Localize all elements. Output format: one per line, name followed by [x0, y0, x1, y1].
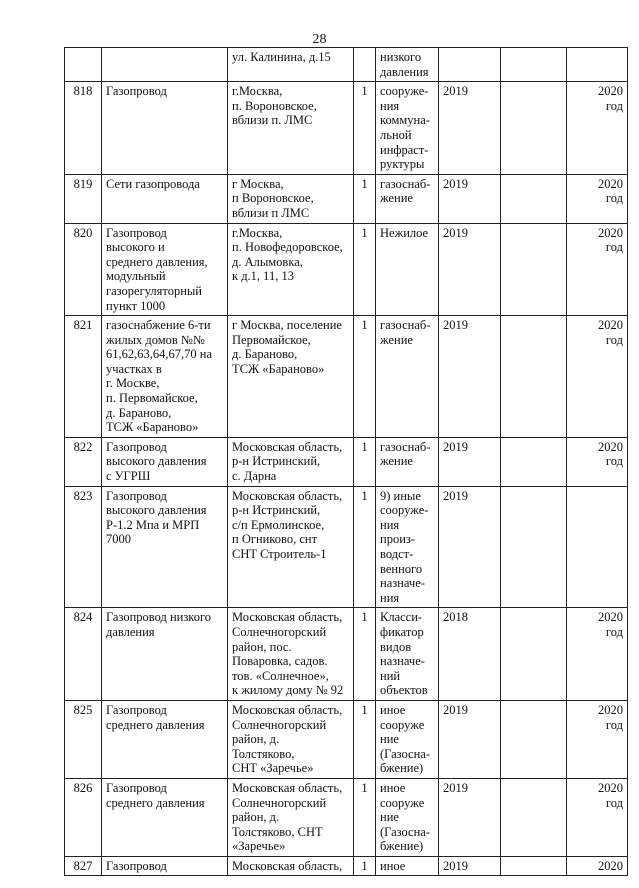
period-cell-line: 2020: [598, 780, 623, 795]
address-cell-line: Первомайское,: [232, 332, 311, 347]
address-cell-line: д. Бараново,: [232, 347, 298, 362]
table-row: [65, 223, 628, 316]
address-cell-line: р-н Истринский,: [232, 503, 321, 518]
count-cell: 1: [354, 82, 376, 175]
table-row: [65, 48, 628, 82]
period-cell-line: 2020: [598, 858, 623, 873]
object-type-cell-line: иное: [380, 780, 406, 795]
address-cell-line: п. Вороновское,: [232, 98, 317, 113]
object-name-cell-line: Газопровод низкого: [106, 610, 212, 625]
object-name-cell-line: жилых домов №№: [106, 332, 205, 347]
empty-cell: [501, 48, 567, 82]
object-type-cell-line: ния: [380, 517, 400, 532]
empty-cell: [501, 856, 567, 876]
address-cell: [228, 856, 354, 876]
year-cell: 2019: [439, 486, 501, 608]
object-name-cell-line: модульный: [106, 269, 166, 284]
object-name-cell-line: среднего давления,: [106, 254, 208, 269]
year-cell: 2019: [439, 700, 501, 778]
address-cell-line: Московская область,: [232, 858, 343, 873]
object-name-cell-line: Газопровод: [106, 488, 167, 503]
address-cell: [228, 82, 354, 175]
address-cell-line: к жилому дому № 92: [232, 683, 344, 698]
empty-cell: [501, 174, 567, 223]
object-name-cell-line: г. Москве,: [106, 376, 160, 391]
address-cell: [228, 223, 354, 316]
address-cell-line: к д.1, 11, 13: [232, 269, 294, 284]
period-cell-line: 2020: [598, 702, 623, 717]
period-cell: [567, 223, 628, 316]
address-cell-line: с. Дарна: [232, 469, 277, 484]
object-name-cell-line: Газопровод: [106, 225, 167, 240]
object-name-cell-line: газоснабжение 6-ти: [106, 318, 211, 333]
object-type-cell-line: ние: [380, 810, 399, 825]
period-cell-line: 2020: [598, 610, 623, 625]
period-cell-line: год: [605, 454, 623, 469]
address-cell-line: г.Москва,: [232, 225, 283, 240]
table-row: [65, 856, 628, 876]
object-type-cell-line: ния: [380, 98, 400, 113]
object-name-cell: [102, 486, 228, 608]
count-cell: [354, 48, 376, 82]
address-cell-line: п. Новофедоровское,: [232, 240, 343, 255]
address-cell-line: Толстяково, СНТ: [232, 824, 323, 839]
period-cell-line: год: [605, 795, 623, 810]
year-cell: 2019: [439, 437, 501, 486]
period-cell-line: 2020: [598, 318, 623, 333]
object-type-cell-line: газоснаб-: [380, 439, 431, 454]
address-cell-line: г Москва, поселение: [232, 318, 342, 333]
year-cell: [439, 48, 501, 82]
object-name-cell-line: Газопровод: [106, 858, 167, 873]
row-number-cell: 818: [65, 82, 102, 175]
object-type-cell-line: назначе-: [380, 654, 425, 669]
object-type-cell-line: бжение): [380, 839, 424, 854]
object-type-cell-line: жение: [380, 191, 413, 206]
object-type-cell: [376, 608, 439, 701]
object-type-cell-line: объектов: [380, 683, 428, 698]
object-name-cell-line: среднего давления: [106, 717, 205, 732]
object-name-cell-line: пункт 1000: [106, 298, 166, 313]
object-type-cell: [376, 700, 439, 778]
object-name-cell-line: п. Первомайское,: [106, 391, 198, 406]
table-row: [65, 437, 628, 486]
empty-cell: [501, 316, 567, 438]
row-number-cell: 826: [65, 778, 102, 856]
period-cell-line: год: [605, 717, 623, 732]
object-type-cell-line: (Газосна-: [380, 746, 430, 761]
object-type-cell-line: венного: [380, 561, 423, 576]
object-type-cell-line: низкого: [380, 50, 422, 64]
period-cell: [567, 437, 628, 486]
object-type-cell-line: коммуна-: [380, 113, 430, 128]
object-type-cell-line: назначе-: [380, 576, 425, 591]
address-cell: [228, 437, 354, 486]
year-cell: 2019: [439, 223, 501, 316]
object-name-cell: [102, 437, 228, 486]
address-cell-line: Поваровка, садов.: [232, 654, 328, 669]
object-name-cell-line: Газопровод: [106, 439, 167, 454]
empty-cell: [501, 82, 567, 175]
table-row: [65, 608, 628, 701]
table-row: [65, 82, 628, 175]
count-cell: 1: [354, 316, 376, 438]
object-name-cell-line: Газопровод: [106, 780, 167, 795]
row-number-cell: 824: [65, 608, 102, 701]
object-name-cell-line: Газопровод: [106, 84, 167, 99]
address-cell-line: район, д.: [232, 732, 280, 747]
page-number: 28: [312, 32, 327, 47]
address-cell-line: «Заречье»: [232, 839, 286, 854]
count-cell: 1: [354, 700, 376, 778]
object-type-cell-line: сооруже-: [380, 503, 429, 518]
object-name-cell: [102, 778, 228, 856]
address-cell-line: Московская область,: [232, 702, 343, 717]
object-type-cell-line: льной: [380, 127, 412, 142]
address-cell-line: Московская область,: [232, 439, 343, 454]
address-cell-line: Московская область,: [232, 488, 343, 503]
address-cell: [228, 486, 354, 608]
object-type-cell-line: инфраст-: [380, 142, 429, 157]
object-name-cell: [102, 174, 228, 223]
object-name-cell-line: 61,62,63,64,67,70 на: [106, 347, 212, 362]
object-type-cell-line: ния: [380, 590, 400, 605]
empty-cell: [501, 700, 567, 778]
address-cell: [228, 316, 354, 438]
empty-cell: [501, 223, 567, 316]
address-cell-line: Московская область,: [232, 610, 343, 625]
address-cell: [228, 48, 354, 82]
object-type-cell-line: видов: [380, 639, 412, 654]
period-cell: [567, 48, 628, 82]
object-type-cell-line: сооруже: [380, 795, 425, 810]
address-cell-line: Московская область,: [232, 780, 343, 795]
address-cell-line: СНТ «Заречье»: [232, 761, 314, 776]
object-type-cell: [376, 486, 439, 608]
object-name-cell-line: газорегуляторный: [106, 283, 202, 298]
empty-cell: [501, 608, 567, 701]
object-type-cell: [376, 437, 439, 486]
empty-cell: [501, 778, 567, 856]
object-type-cell-line: ние: [380, 732, 399, 747]
object-type-cell: [376, 174, 439, 223]
object-type-cell-line: ний: [380, 668, 401, 683]
address-cell-line: д. Алымовка,: [232, 254, 303, 269]
year-cell: 2019: [439, 316, 501, 438]
object-type-cell-line: Нежилое: [380, 225, 429, 240]
count-cell: 1: [354, 174, 376, 223]
empty-cell: [501, 486, 567, 608]
object-type-cell: [376, 778, 439, 856]
table-row: [65, 486, 628, 608]
period-cell-line: год: [605, 332, 623, 347]
period-cell-line: 2020: [598, 439, 623, 454]
object-name-cell-line: участках в: [106, 361, 162, 376]
year-cell: 2019: [439, 82, 501, 175]
count-cell: 1: [354, 223, 376, 316]
period-cell-line: 2020: [598, 225, 623, 240]
object-type-cell-line: (Газосна-: [380, 824, 430, 839]
object-type-cell: [376, 82, 439, 175]
address-cell-line: р-н Истринский,: [232, 454, 321, 469]
period-cell: [567, 778, 628, 856]
object-name-cell-line: Р-1.2 Мпа и МРП: [106, 517, 200, 532]
object-type-cell-line: иное: [380, 858, 406, 873]
object-type-cell-line: бжение): [380, 761, 424, 776]
object-name-cell-line: ТСЖ «Бараново»: [106, 420, 199, 435]
address-cell-line: СНТ Строитель-1: [232, 547, 327, 561]
period-cell-line: 2020: [598, 176, 623, 191]
address-cell-line: г.Москва,: [232, 84, 283, 99]
period-cell: [567, 316, 628, 438]
period-cell: [567, 856, 628, 876]
count-cell: 1: [354, 608, 376, 701]
object-type-cell-line: Класси-: [380, 610, 423, 625]
count-cell: 1: [354, 486, 376, 608]
object-name-cell: [102, 223, 228, 316]
period-cell-line: год: [605, 240, 623, 255]
address-cell-line: вблизи п ЛМС: [232, 205, 310, 220]
table-row: [65, 316, 628, 438]
year-cell: 2019: [439, 174, 501, 223]
address-cell-line: тов. «Солнечное»,: [232, 668, 329, 683]
object-name-cell-line: высокого давления: [106, 503, 207, 518]
count-cell: 1: [354, 856, 376, 876]
period-cell: [567, 700, 628, 778]
period-cell-line: 2020: [598, 84, 623, 99]
object-type-cell: [376, 316, 439, 438]
address-cell-line: ул. Калинина, д.15: [232, 50, 331, 64]
address-cell-line: вблизи п. ЛМС: [232, 113, 313, 128]
object-type-cell-line: иное: [380, 702, 406, 717]
object-name-cell: [102, 48, 228, 82]
period-cell: [567, 82, 628, 175]
year-cell: 2019: [439, 778, 501, 856]
row-number-cell: 822: [65, 437, 102, 486]
address-cell-line: район, д.: [232, 810, 280, 825]
address-cell-line: п Вороновское,: [232, 191, 314, 206]
object-name-cell: [102, 856, 228, 876]
object-type-cell-line: жение: [380, 332, 413, 347]
object-name-cell-line: Сети газопровода: [106, 176, 200, 191]
object-name-cell-line: Газопровод: [106, 702, 167, 717]
table-row: [65, 174, 628, 223]
address-cell-line: Солнечногорский: [232, 624, 327, 639]
period-cell-line: год: [605, 98, 623, 113]
row-number-cell: 819: [65, 174, 102, 223]
year-cell: 2018: [439, 608, 501, 701]
object-type-cell-line: водст-: [380, 547, 414, 561]
object-name-cell-line: высокого и: [106, 240, 165, 255]
year-cell: 2019: [439, 856, 501, 876]
address-cell-line: ТСЖ «Бараново»: [232, 361, 325, 376]
object-type-cell-line: сооруже: [380, 717, 425, 732]
period-cell-line: год: [605, 191, 623, 206]
address-cell-line: с/п Ермолинское,: [232, 517, 325, 532]
row-number-cell: [65, 48, 102, 82]
object-name-cell: [102, 608, 228, 701]
row-number-cell: 821: [65, 316, 102, 438]
address-cell-line: г Москва,: [232, 176, 284, 191]
period-cell: [567, 174, 628, 223]
object-type-cell: [376, 48, 439, 82]
object-name-cell: [102, 700, 228, 778]
period-cell: [567, 486, 628, 608]
row-number-cell: 825: [65, 700, 102, 778]
count-cell: 1: [354, 778, 376, 856]
object-type-cell-line: жение: [380, 454, 413, 469]
object-type-cell-line: 9) иные: [380, 488, 421, 503]
object-type-cell-line: руктуры: [380, 157, 425, 172]
object-type-cell-line: фикатор: [380, 624, 424, 639]
table-row: [65, 778, 628, 856]
address-cell: [228, 608, 354, 701]
address-cell-line: Солнечногорский: [232, 795, 327, 810]
object-type-cell: [376, 223, 439, 316]
object-name-cell-line: высокого давления: [106, 454, 207, 469]
object-type-cell-line: сооруже-: [380, 84, 429, 99]
address-cell-line: Солнечногорский: [232, 717, 327, 732]
table-row: [65, 700, 628, 778]
object-name-cell: [102, 82, 228, 175]
object-type-cell-line: газоснаб-: [380, 318, 431, 333]
object-type-cell: [376, 856, 439, 876]
address-cell: [228, 174, 354, 223]
object-name-cell-line: среднего давления: [106, 795, 205, 810]
object-name-cell: [102, 316, 228, 438]
period-cell-line: год: [605, 624, 623, 639]
object-type-cell-line: произ-: [380, 532, 415, 547]
object-name-cell-line: д. Бараново,: [106, 405, 172, 420]
period-cell: [567, 608, 628, 701]
object-type-cell-line: газоснаб-: [380, 176, 431, 191]
address-cell: [228, 700, 354, 778]
address-cell: [228, 778, 354, 856]
row-number-cell: 823: [65, 486, 102, 608]
count-cell: 1: [354, 437, 376, 486]
object-name-cell-line: с УГРШ: [106, 469, 151, 484]
address-cell-line: Толстяково,: [232, 746, 295, 761]
row-number-cell: 820: [65, 223, 102, 316]
object-name-cell-line: давления: [106, 624, 155, 639]
object-name-cell-line: 7000: [106, 532, 131, 547]
row-number-cell: 827: [65, 856, 102, 876]
empty-cell: [501, 437, 567, 486]
object-type-cell-line: давления: [380, 64, 429, 79]
registry-table: [64, 47, 628, 876]
address-cell-line: п Огниково, снт: [232, 532, 318, 547]
address-cell-line: район, пос.: [232, 639, 292, 654]
